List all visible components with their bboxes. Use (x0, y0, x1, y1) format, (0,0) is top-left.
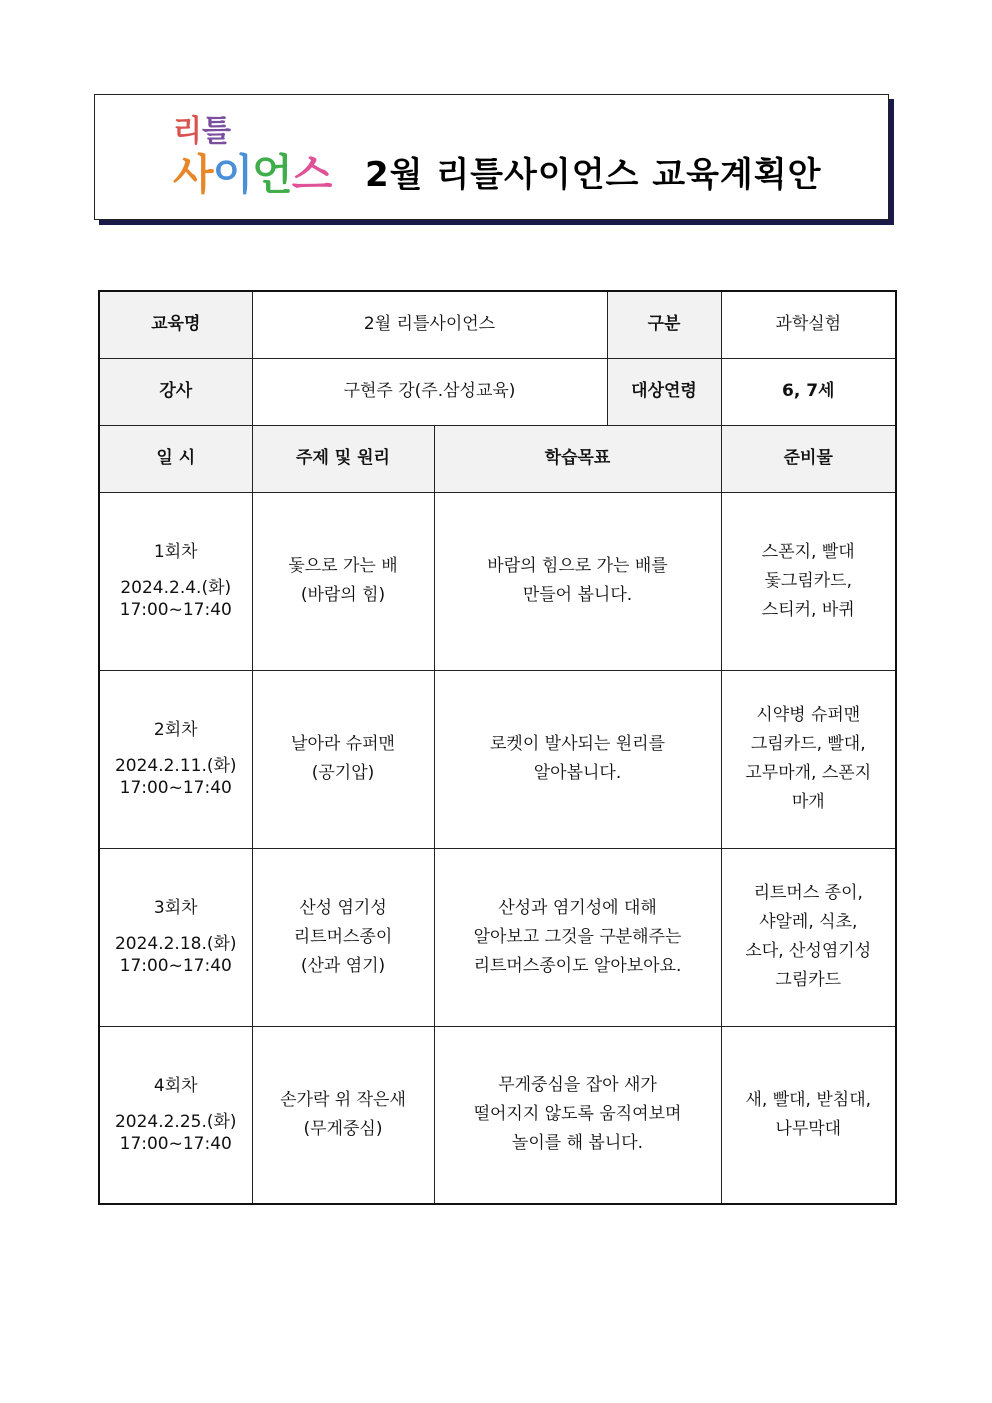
session-goal (434, 492, 721, 670)
title-box (94, 94, 889, 220)
category-value: 과학실험 (721, 291, 896, 358)
logo-char: 틀 (201, 114, 231, 149)
session-materials (721, 492, 896, 670)
table-row (99, 492, 896, 670)
session-date: 2024.2.18.(화) (114, 934, 237, 954)
document-title: 2월 리틀사이언스 교육계획안 (365, 155, 822, 195)
table-row (99, 848, 896, 1026)
session-topic-text: 날아라 슈퍼맨 (공기압) (291, 734, 395, 783)
session-date: 2024.2.25.(화) (114, 1111, 237, 1132)
session-topic-text: 돛으로 가는 배 (바람의 힘) (288, 556, 398, 605)
session-materials (721, 670, 896, 848)
target-age-label: 대상연령 (607, 358, 721, 425)
session-goal (434, 670, 721, 848)
instructor-value: 구현주 강(주.삼성교육) (252, 358, 607, 425)
education-plan-table (98, 290, 897, 1205)
logo-char: 리 (173, 114, 202, 149)
education-name-label: 교육명 (99, 291, 252, 358)
logo-top-text (173, 115, 231, 149)
logo-char: 사 (173, 150, 213, 199)
session-date-cell (99, 848, 252, 1026)
session-date-cell (99, 492, 252, 670)
session-number: 4회차 (153, 1075, 198, 1096)
table-row (99, 1026, 896, 1204)
session-goal-text: 로켓이 발사되는 원리를 알아봅니다. (489, 734, 666, 783)
education-name-value: 2월 리틀사이언스 (252, 291, 607, 358)
target-age-value: 6, 7세 (721, 358, 896, 425)
session-materials-text: 새, 빨대, 받침대, 나무막대 (745, 1089, 872, 1139)
logo-bottom-text (173, 151, 331, 199)
logo-char: 스 (291, 150, 332, 199)
session-materials-text: 시약병 슈퍼맨 그림카드, 빨대, 고무마개, 스폰지 마개 (745, 705, 872, 812)
session-time: 17:00~17:40 (119, 956, 232, 976)
session-time: 17:00~17:40 (119, 1133, 232, 1154)
session-date-cell (99, 1026, 252, 1204)
session-goal (434, 1026, 721, 1204)
column-header-materials: 준비물 (721, 425, 896, 492)
session-topic (252, 1026, 434, 1204)
session-number: 1회차 (153, 542, 198, 562)
session-topic (252, 848, 434, 1026)
session-materials (721, 1026, 896, 1204)
session-goal (434, 848, 721, 1026)
session-topic (252, 670, 434, 848)
session-date: 2024.2.4.(화) (120, 578, 232, 598)
column-header-row (99, 425, 896, 492)
table-row (99, 670, 896, 848)
category-label: 구분 (607, 291, 721, 358)
session-time: 17:00~17:40 (119, 600, 232, 620)
session-topic (252, 492, 434, 670)
session-topic-text: 산성 염기성 리트머스종이 (산과 염기) (293, 897, 393, 976)
session-goal-text: 산성과 염기성에 대해 알아보고 그것을 구분해주는 리트머스종이도 알아보아요. (473, 897, 682, 976)
session-number: 2회차 (153, 720, 198, 740)
session-time: 17:00~17:40 (119, 778, 232, 798)
column-header-topic: 주제 및 원리 (252, 425, 434, 492)
session-topic-text: 손가락 위 작은새 (무게중심) (280, 1089, 406, 1139)
session-goal-text: 바람의 힘으로 가는 배를 만들어 봅니다. (487, 556, 668, 605)
table-row (99, 291, 896, 358)
little-science-logo (173, 115, 343, 205)
column-header-date: 일 시 (99, 425, 252, 492)
table-row (99, 358, 896, 425)
session-date-cell (99, 670, 252, 848)
session-number: 3회차 (153, 898, 198, 918)
instructor-label: 강사 (99, 358, 252, 425)
session-date: 2024.2.11.(화) (114, 756, 237, 776)
session-materials (721, 848, 896, 1026)
column-header-goal: 학습목표 (434, 425, 721, 492)
logo-char: 언 (252, 150, 292, 199)
session-goal-text: 무게중심을 잡아 새가 떨어지지 않도록 움직여보며 놀이를 해 봅니다. (473, 1075, 682, 1154)
session-materials-text: 스폰지, 빨대 돛그림카드, 스티커, 바퀴 (761, 541, 855, 620)
logo-char: 이 (212, 150, 253, 199)
session-materials-text: 리트머스 종이, 샤알레, 식초, 소다, 산성염기성 그림카드 (745, 883, 872, 990)
